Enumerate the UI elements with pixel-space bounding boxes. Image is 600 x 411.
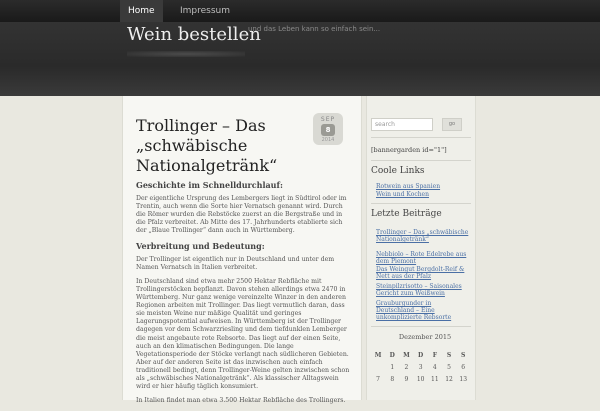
recent-post-link[interactable]: Trollinger – Das „schwäbische Nationalgetränk“: [376, 229, 469, 243]
nav-home-link[interactable]: Home: [120, 0, 163, 22]
post-body: [136, 181, 350, 411]
date-badge: [313, 113, 343, 145]
paragraph: In Italien findet man etwa 3.500 Hektar Rebfläche des Trollingers.: [136, 397, 346, 405]
date-day: 8: [321, 124, 335, 136]
post-title[interactable]: Trollinger – Das „schwäbische Nationalgetränk“: [136, 116, 278, 175]
section-heading-distribution: Verbreitung und Bedeutung:: [136, 240, 265, 251]
calendar-day: 9: [404, 376, 409, 383]
site-title[interactable]: Wein bestellen: [127, 24, 261, 45]
recent-post-link[interactable]: Das Weingut Bergdolt-Reif & Nett aus der Pfalz: [376, 266, 465, 280]
calendar-caption: Dezember 2015: [398, 333, 452, 341]
page-background: [477, 96, 600, 400]
calendar-day: 3: [418, 364, 423, 371]
weekday-label: F: [432, 352, 437, 359]
weekday-label: D: [418, 352, 424, 359]
link-wein-kochen[interactable]: Wein und Kochen: [376, 191, 429, 198]
date-year: 2014: [321, 137, 335, 143]
site-description: und das Leben kann so einfach sein...: [248, 25, 381, 33]
search-input[interactable]: search: [371, 118, 433, 131]
weekday-label: D: [389, 352, 395, 359]
nav-impressum-link[interactable]: Impressum: [180, 6, 231, 16]
calendar-day: 13: [459, 376, 468, 383]
divider: [371, 326, 471, 327]
date-month: SEP: [320, 116, 336, 123]
calendar-day: 2: [404, 364, 409, 371]
recent-post-link[interactable]: Nebbiolo – Rote Edelrebe aus dem Piemont: [376, 251, 467, 265]
calendar-day: 5: [447, 364, 451, 371]
recent-post-link[interactable]: Steinpilzrisotto – Saisonales Gericht zum Weißwein: [376, 283, 462, 297]
calendar-day: 4: [432, 364, 437, 371]
calendar-day: 7: [376, 376, 380, 383]
divider: [371, 137, 471, 138]
divider: [371, 203, 471, 204]
widget-title-letzte-beitraege: Letzte Beiträge: [371, 209, 442, 219]
weekday-label: S: [461, 352, 466, 359]
weekday-label: M: [403, 352, 410, 359]
divider: [371, 160, 471, 161]
weekday-label: S: [446, 352, 452, 359]
paragraph: Der Trollinger ist eigentlich nur in Deutschland und unter dem Namen Vernatsch in Italien verbreitet.: [136, 255, 335, 271]
calendar-day: 8: [390, 376, 395, 383]
calendar-day: 6: [461, 364, 466, 371]
weekday-label: M: [374, 352, 382, 359]
calendar-day: 1: [390, 364, 395, 371]
paragraph: In Deutschland sind etwa mehr 2500 Hektar Rebfläche mit Trollingerstöcken bepflanzt. Davon stehen allerdings etwa 2470 in Württemberg. Nur ganz wenige vereinzelte Winzer in den anderen Regionen arbeiten mit Trollinger. Das liegt vermutlich daran, dass sie meisten Weine nur mäßige Qualität und geringes Lagerungspotential aufweisen. In Württemberg ist der Trollinger dagegen vor dem Schwarzriesling und dem tiefdunklen Lemberger die meist angebaute rote Rebsorte. Das liegt auf der einen Seite, auch an den klimatischen Bedingungen. Die lange Vegetationsperiode der Stöcke verlangt nach südlicheren Gebieten. Aber auf der anderen Seite ist das inzwischen auch einfach traditionell bedingt, denn Trollinger-Weine gelten inzwischen schon als „schwäbisches Nationalgetränk“. Als klassischer Alltagswein wird er hier häufig täglich konsumiert.: [136, 277, 350, 391]
site-header: [0, 22, 600, 96]
calendar-day: 10: [416, 376, 425, 383]
recent-post-link[interactable]: Grauburgunder in Deutschland – Eine unkomplizierte Rebsorte: [376, 300, 452, 321]
calendar-day: 11: [431, 376, 439, 383]
title-glow: [127, 51, 245, 57]
banner-shortcode: [bannergarden id="1"]: [371, 146, 447, 154]
calendar-day: 12: [445, 376, 453, 383]
widget-title-coole-links: Coole Links: [371, 166, 425, 176]
top-navigation: [0, 0, 600, 22]
section-heading-history: Geschichte im Schnelldurchlauf:: [136, 180, 283, 190]
paragraph: Der eigentliche Ursprung des Lembergers liegt in Südtirol oder im Trentin, auch wenn die Sorte hier Vernatsch genannt wird. Durch die Römer wurden die Rebstöcke zuerst an die Bergstraße und in die Pfalz verbreitet. Ab Mitte des 17. Jahrhunderts etablierte sich der „Blaue Trollinger“ dann auch in Württemberg.: [136, 195, 347, 235]
link-rotwein-spanien[interactable]: Rotwein aus Spanien: [376, 183, 441, 190]
search-button[interactable]: go: [442, 118, 462, 131]
calendar-week-row: [371, 366, 471, 385]
